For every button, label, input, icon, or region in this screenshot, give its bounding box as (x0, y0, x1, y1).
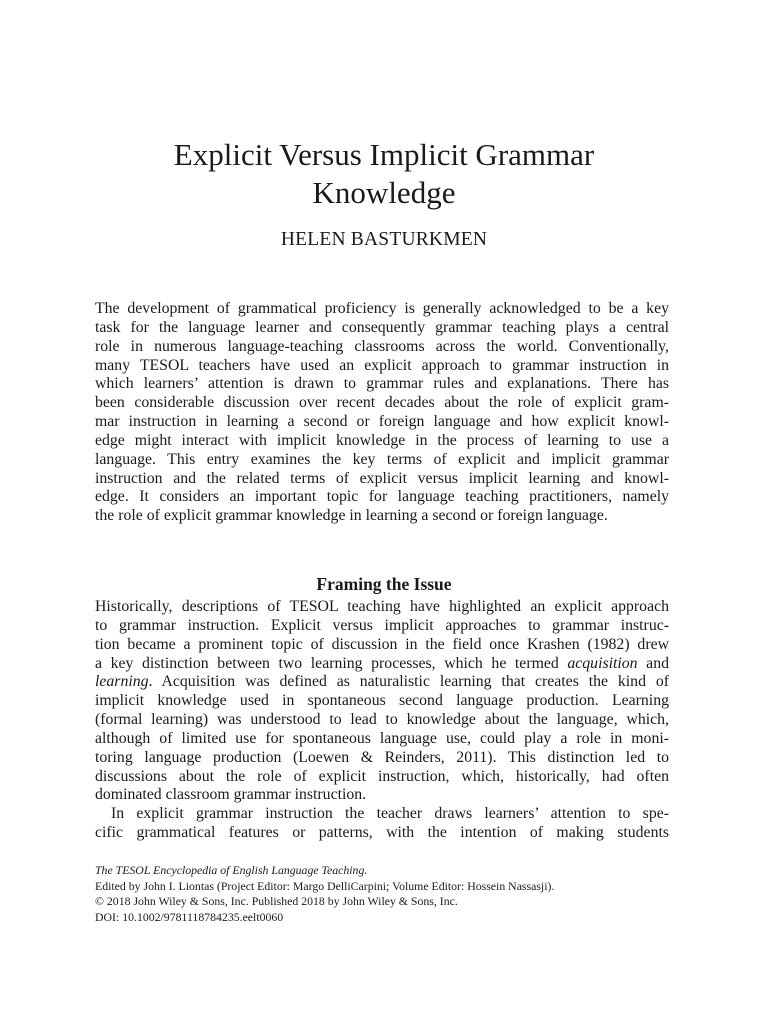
abstract-line: edge might interact with implicit knowledge in the process of learning to use a (95, 431, 669, 449)
article-title-line-2: Knowledge (312, 175, 456, 210)
body-line: tion became a prominent topic of discussion in the field once Krashen (1982) drew (95, 635, 669, 653)
italic-term-learning: learning (95, 673, 149, 691)
abstract-line: the role of explicit grammar knowledge in learning a second or foreign language. (95, 507, 608, 525)
italic-term-acquisition: acquisition (567, 654, 638, 672)
abstract-paragraph (95, 300, 669, 526)
body-line: although of limited use for spontaneous language use, could play a role in moni- (95, 729, 669, 747)
body-line (95, 673, 669, 692)
body-text-run: . Acquisition was defined as naturalistic learning that creates the kind of (148, 673, 669, 691)
abstract-line: many TESOL teachers have used an explicit approach to grammar instruction in (95, 356, 669, 374)
body-line: discussions about the role of explicit instruction, which, historically, had often (95, 767, 669, 785)
body-text-run: and (637, 654, 669, 672)
abstract-line: mar instruction in learning a second or foreign language and how explicit knowl- (95, 413, 669, 431)
body-line: to grammar instruction. Explicit versus implicit approaches to grammar instruc- (95, 616, 669, 634)
abstract-line: language. This entry examines the key terms of explicit and implicit grammar (95, 450, 669, 468)
section-heading: Framing the Issue (316, 573, 452, 594)
body-line: implicit knowledge used in spontaneous second language production. Learning (95, 692, 669, 710)
abstract-line: task for the language learner and consequently grammar teaching plays a central (95, 318, 669, 336)
abstract-line: which learners’ attention is drawn to grammar rules and explanations. There has (95, 375, 669, 393)
body-line: toring language production (Loewen & Reinders, 2011). This distinction led to (95, 748, 669, 766)
footer-doi: DOI: 10.1002/9781118784235.eelt0060 (95, 909, 284, 924)
article-author: HELEN BASTURKMEN (280, 229, 488, 250)
article-title-line-1: Explicit Versus Implicit Grammar (173, 137, 595, 172)
abstract-line: been considerable discussion over recent decades about the role of explicit gram- (95, 394, 669, 412)
footer-edited-by: Edited by John I. Liontas (Project Editor: Margo DelliCarpini; Volume Editor: Hossein Nassasji). (95, 878, 555, 893)
abstract-line: instruction and the related terms of explicit versus implicit learning and knowl- (95, 469, 669, 487)
body-text-run: a key distinction between two learning processes, which he termed (95, 654, 568, 672)
citation-footer (95, 863, 669, 925)
body-paragraphs (95, 598, 669, 843)
abstract-line: edge. It considers an important topic for language teaching practitioners, namely (95, 488, 669, 506)
body-line: In explicit grammar instruction the teacher draws learners’ attention to spe- (111, 805, 669, 823)
body-line (95, 655, 669, 674)
abstract-line: role in numerous language-teaching classrooms across the world. Conventionally, (95, 337, 669, 355)
footer-encyclopedia-title: The TESOL Encyclopedia of English Language Teaching. (95, 863, 368, 877)
abstract-line: The development of grammatical proficiency is generally acknowledged to be a key (95, 300, 669, 317)
body-line: Historically, descriptions of TESOL teaching have highlighted an explicit approach (95, 598, 669, 615)
body-line: (formal learning) was understood to lead to knowledge about the language, which, (95, 711, 669, 729)
body-line: cific grammatical features or patterns, with the intention of making students (95, 824, 669, 842)
footer-copyright: © 2018 John Wiley & Sons, Inc. Published 2018 by John Wiley & Sons, Inc. (95, 894, 458, 909)
body-line: dominated classroom grammar instruction. (95, 786, 367, 804)
